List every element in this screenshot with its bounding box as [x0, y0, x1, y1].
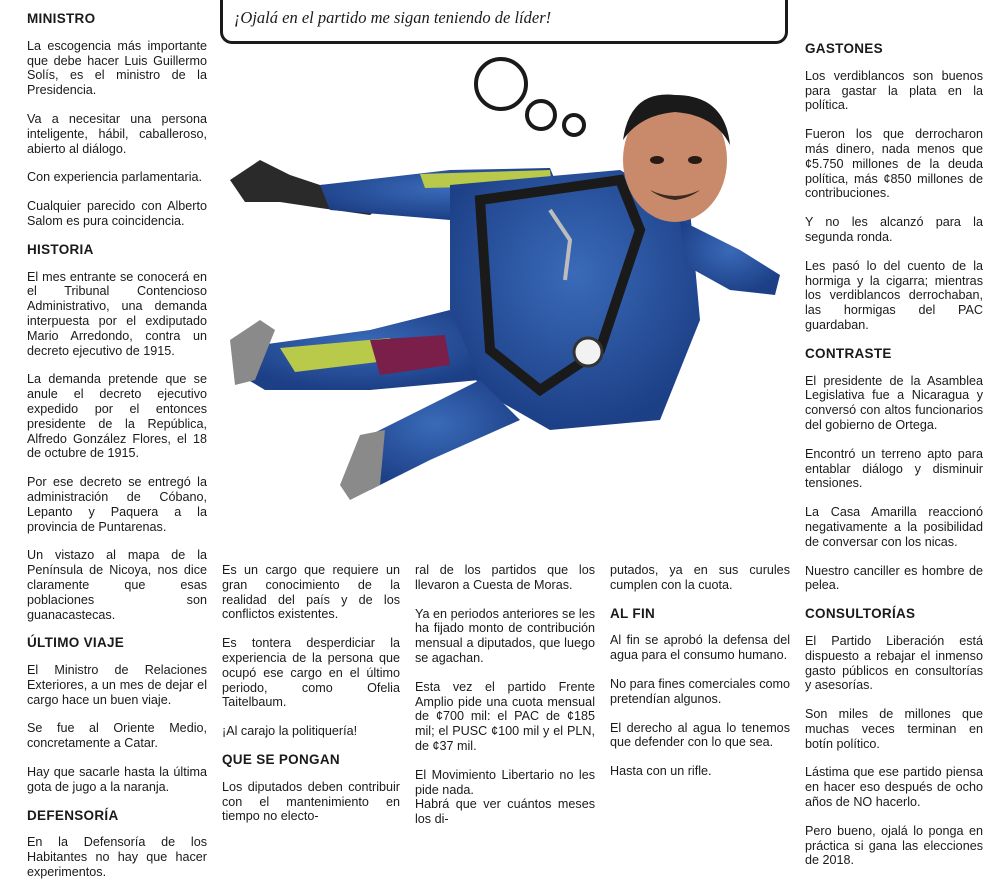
paragraph: Ya en periodos anteriores se les ha fijado monto de contribución mensual a diputados, que luego se agachan. [415, 606, 595, 665]
paragraph: Va a necesitar una persona inteligente, hábil, caballeroso, abierto al diálogo. [27, 111, 207, 156]
section-title: AL FIN [610, 605, 656, 621]
paragraph: El presidente de la Asamblea Legislativa fue a Nicaragua y conversó con altos funcionarios del gobierno de Ortega. [805, 373, 983, 432]
paragraph: Hasta con un rifle. [610, 764, 712, 779]
section-title: HISTORIA [27, 241, 94, 257]
paragraph: Los verdiblancos son buenos para gastar la plata en la política. [805, 68, 983, 113]
section-title: CONSULTORÍAS [805, 606, 916, 622]
section-title: GASTONES [805, 41, 883, 56]
paragraph: El Partido Liberación está dispuesto a rebajar el inmenso gasto públicos en consultorías y asesorías. [805, 633, 983, 693]
column-bottom-3 [610, 563, 790, 793]
paragraph: Habrá que ver cuántos meses los di- [415, 797, 595, 827]
column-bottom-2 [415, 563, 595, 841]
paragraph: Lástima que ese partido piensa en hacer eso después de ocho años de NO hacerlo. [805, 765, 983, 810]
paragraph: La escogencia más importante que debe hacer Luis Guillermo Solís, es el ministro de la Presidencia. [27, 38, 207, 98]
speech-bubble-text: ¡Ojalá en el partido me sigan teniendo de líder! [234, 8, 552, 27]
section-title: MINISTRO [27, 11, 96, 26]
column-bottom-1 [222, 563, 400, 838]
paragraph: ¡Al carajo la politiquería! [222, 724, 358, 739]
paragraph: Y no les alcanzó para la segunda ronda. [805, 215, 983, 244]
paragraph: Cualquier parecido con Alberto Salom es pura coincidencia. [27, 199, 207, 228]
section-contraste [805, 347, 983, 593]
paragraph: El mes entrante se conocerá en el Tribunal Contencioso Administrativo, una demanda interpuesta por el exdiputado Mario Arredondo, contra un decreto ejecutivo de 1915. [27, 269, 207, 358]
skydiver-illustration [220, 90, 800, 510]
section-title: CONTRASTE [805, 345, 892, 361]
paragraph: El derecho al agua lo tenemos que defender con lo que sea. [610, 720, 790, 750]
section-consultorias [805, 607, 983, 868]
paragraph: Fueron los que derrocharon más dinero, nada menos que ¢5.750 millones de la deuda política, más ¢850 millones de contribuciones. [805, 127, 983, 201]
paragraph: Nuestro canciller es hombre de pelea. [805, 563, 983, 593]
paragraph: Esta vez el partido Frente Amplio pide una cuota mensual de ¢700 mil: el PAC de ¢185 mil; el PUSC ¢100 mil y el PLN, de ¢37 mil. [415, 679, 595, 753]
paragraph: Es un cargo que requiere un gran conocimiento de la realidad del país y de los conflictos existentes. [222, 563, 400, 622]
paragraph: Es tontera desperdiciar la experiencia de la persona que ocupó ese cargo en el último periodo, como Ofelia Taitelbaum. [222, 636, 400, 710]
paragraph: La demanda pretende que se anule el decreto ejecutivo expedido por el entonces presidente de la República, Alfredo González Flores, el 18 de octubre de 1915. [27, 372, 207, 461]
column-left [27, 12, 207, 894]
section-ministro [27, 12, 207, 229]
paragraph: Por ese decreto se entregó la administración de Cóbano, Lepanto y Paquera a la provincia de Puntarenas. [27, 475, 207, 534]
paragraph: Pero bueno, ojalá lo ponga en práctica si gana las elecciones de 2018. [805, 823, 983, 868]
paragraph: Encontró un terreno apto para entablar diálogo y disminuir tensiones. [805, 446, 983, 491]
paragraph: Les pasó lo del cuento de la hormiga y la cigarra; mientras los verdiblancos derrochaban, las hormigas del PAC guardaban. [805, 258, 983, 332]
paragraph: Se fue al Oriente Medio, concretamente a Catar. [27, 721, 207, 751]
column-right [805, 42, 983, 882]
paragraph: El Movimiento Libertario no les pide nada. [415, 767, 595, 797]
paragraph: Con experiencia parlamentaria. [27, 170, 203, 185]
section-title: ÚLTIMO VIAJE [27, 635, 125, 651]
paragraph: Son miles de millones que muchas veces terminan en botín político. [805, 707, 983, 751]
paragraph: Un vistazo al mapa de la Península de Nicoya, nos dice claramente que esas poblaciones son guanacastecas. [27, 548, 207, 622]
paragraph: putados, ya en sus curules cumplen con la cuota. [610, 563, 790, 592]
paragraph: La Casa Amarilla reaccionó negativamente a la posibilidad de conversar con los nicas. [805, 505, 983, 549]
paragraph: En la Defensoría de los Habitantes no hay que hacer experimentos. [27, 835, 207, 880]
section-title: QUE SE PONGAN [222, 751, 340, 767]
section-defensoria [27, 809, 207, 880]
section-historia [27, 243, 207, 623]
paragraph: Los diputados deben contribuir con el mantenimiento en tiempo no electo- [222, 779, 400, 824]
paragraph: No para fines comerciales como pretendían algunos. [610, 676, 790, 706]
paragraph: Al fin se aprobó la defensa del agua para el consumo humano. [610, 633, 790, 663]
section-title: DEFENSORÍA [27, 807, 119, 823]
paragraph: El Ministro de Relaciones Exteriores, a un mes de dejar el cargo hace un buen viaje. [27, 663, 207, 707]
section-ultimo-viaje [27, 636, 207, 794]
paragraph: Hay que sacarle hasta la última gota de jugo a la naranja. [27, 765, 207, 794]
paragraph: ral de los partidos que los llevaron a Cuesta de Moras. [415, 563, 595, 592]
section-gastones [805, 42, 983, 333]
